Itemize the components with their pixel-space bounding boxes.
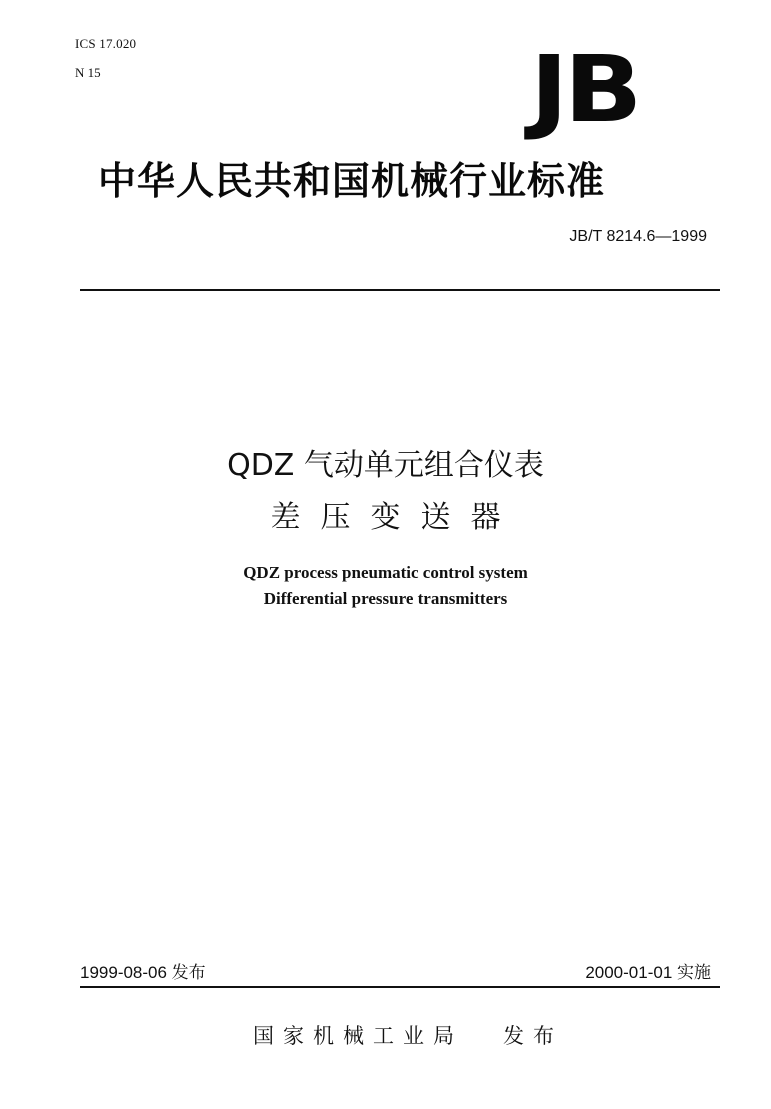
issue-date: 1999-08-06 发布: [80, 963, 206, 982]
document-title-en-line1: QDZ process pneumatic control system: [243, 563, 528, 582]
issue-action: 发布: [503, 1024, 563, 1048]
document-title-cn-line2: 差压变送器: [270, 500, 521, 535]
document-title-en-line2: Differential pressure transmitters: [263, 589, 508, 608]
ics-code: ICS 17.020: [75, 36, 137, 51]
issuing-authority: 国家机械工业局: [253, 1024, 463, 1048]
ccs-code: N 15: [75, 65, 101, 80]
footer-divider: [80, 986, 720, 988]
document-title-cn-line1: QDZ 气动单元组合仪表: [227, 448, 544, 483]
standard-code: JB/T 8214.6—1999: [569, 228, 707, 245]
standard-type-title: 中华人民共和国机械行业标准: [98, 159, 606, 203]
header-divider: [80, 289, 720, 291]
jb-logo: JB: [530, 36, 638, 143]
implementation-date: 2000-01-01 实施: [585, 963, 711, 982]
